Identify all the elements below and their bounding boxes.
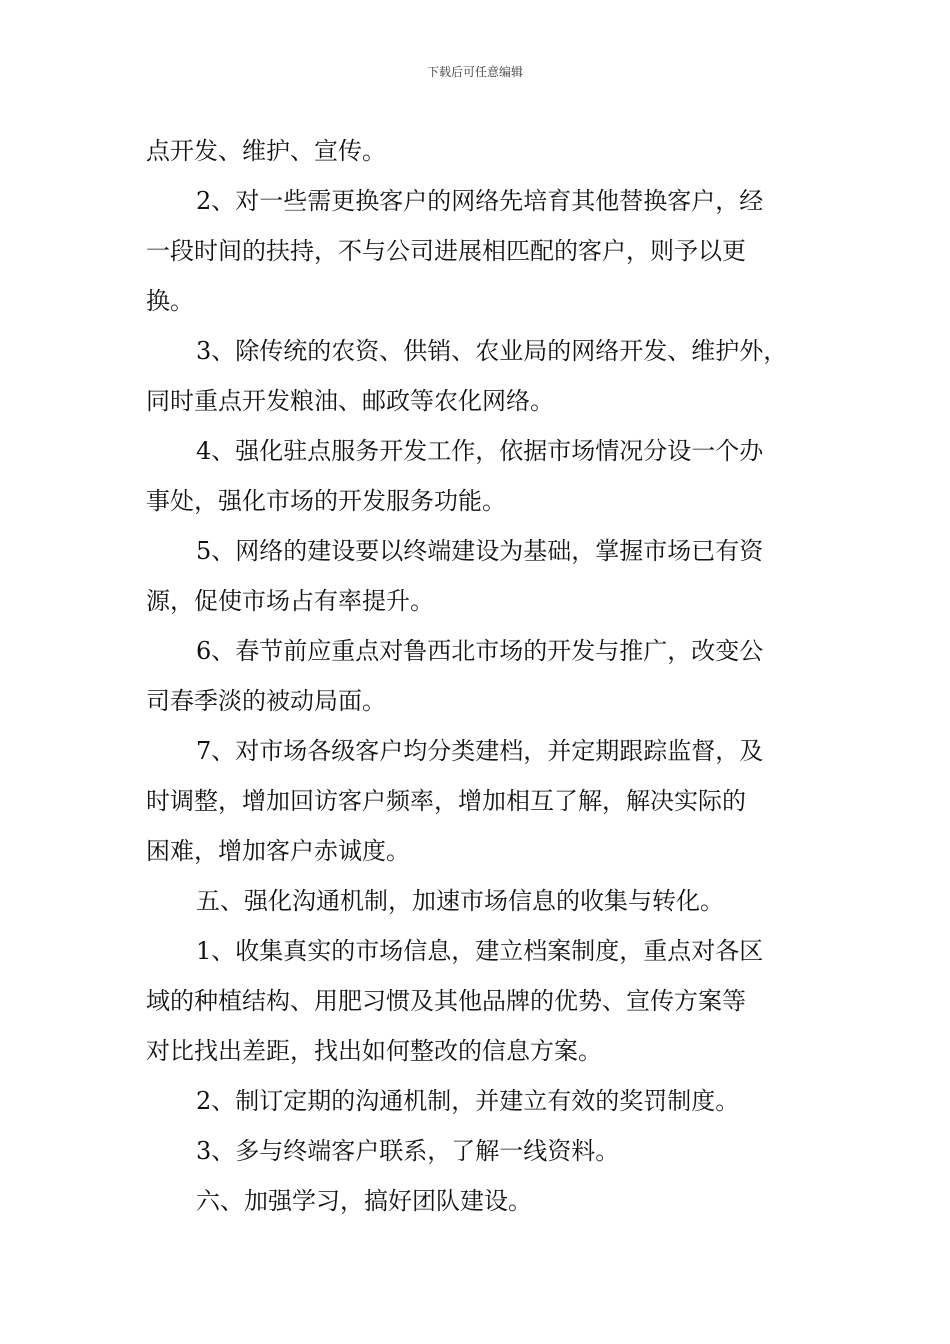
section-heading: 五、强化沟通机制，加速市场信息的收集与转化。 <box>196 887 724 915</box>
document-body <box>146 126 810 1226</box>
text-line: 司春季淡的被动局面。 <box>146 687 386 715</box>
text-line: 2、制订定期的沟通机制，并建立有效的奖罚制度。 <box>196 1087 740 1115</box>
text-line: 6、春节前应重点对鲁西北市场的开发与推广，改变公 <box>196 637 764 665</box>
text-line: 3、除传统的农资、供销、农业局的网络开发、维护外， <box>196 337 788 365</box>
section-heading: 六、加强学习，搞好团队建设。 <box>196 1187 532 1215</box>
text-line: 7、对市场各级客户均分类建档，并定期跟踪监督，及 <box>196 737 764 765</box>
text-line: 时调整，增加回访客户频率，增加相互了解，解决实际的 <box>146 787 746 815</box>
text-line: 事处，强化市场的开发服务功能。 <box>146 487 506 515</box>
text-line: 点开发、维护、宣传。 <box>146 137 386 165</box>
text-line: 换。 <box>146 287 194 315</box>
text-line: 4、强化驻点服务开发工作，依据市场情况分设一个办 <box>196 437 764 465</box>
text-line: 源，促使市场占有率提升。 <box>146 587 434 615</box>
text-line: 3、多与终端客户联系，了解一线资料。 <box>196 1137 620 1165</box>
text-line: 同时重点开发粮油、邮政等农化网络。 <box>146 387 554 415</box>
text-line: 一段时间的扶持，不与公司进展相匹配的客户，则予以更 <box>146 237 746 265</box>
text-line: 5、网络的建设要以终端建设为基础，掌握市场已有资 <box>196 537 764 565</box>
text-line: 1、收集真实的市场信息，建立档案制度，重点对各区 <box>196 937 764 965</box>
text-line: 对比找出差距，找出如何整改的信息方案。 <box>146 1037 602 1065</box>
page-header: 下载后可任意编辑 <box>426 65 523 79</box>
text-line: 困难，增加客户赤诚度。 <box>146 837 410 865</box>
text-line: 域的种植结构、用肥习惯及其他品牌的优势、宣传方案等 <box>146 987 746 1015</box>
text-line: 2、对一些需更换客户的网络先培育其他替换客户，经 <box>196 187 764 215</box>
